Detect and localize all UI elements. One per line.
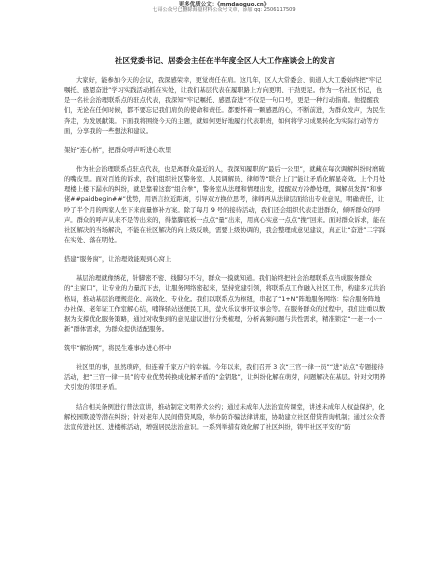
paragraph-section-3: 社区里的事，虽然琐碎，但连着千家万户的幸福。今年以来，我们召开 3 次“三官一律一员”“进”站点”专题接待活动，把“三官一律一员”的专业优势转换成化解矛盾的“金钥匙”，让纠纷化解在萌芽，问题解决在基层。针对文明养犬引发的邻里矛盾。 — [64, 364, 386, 392]
section-heading-3: 筑牢“解纷网”，将民生难事办进心怀中 — [64, 345, 172, 353]
section-heading-1: 架好“连心桥”，把群众呼声听进心坎里 — [64, 146, 172, 154]
paragraph-intro: 大家好，能参加今天的会议，我深感荣幸，更觉责任在肩。这几年，区人大常委会、街道人大工委始终把“牢记嘱托、感恩奋进”学习实践活动抓在实处，让我们基层代表在履职路上方向更明、干劲更足。作为一名社区书记，也是一名社会治理联系点的驻点代表，我深知“牢记嘱托、感恩奋进”不仅是一句口号，更是一种行动指南。他提醒我们，无论在任何时候，都不要忘记我们肩负的使命和责任。都要怀着一颗感恩的心，不断前进，为群众发声，为民生奔走，为发展献策。下面我将围绕今天的主题，就如何更好地履行代表职责，如何将学习成果转化为实际行动等方面，分享我的一些想法和建议。 — [64, 77, 386, 135]
paragraph-section-1: 作为社会治理联系点驻点代表，也是离群众最近的人，我深知履职的“最后一公里”，就藏在每次调解纠纷时磨破的嘴皮里。面对百姓的诉求，我们组织社区警务室、人民调解员、律师等“联合上门”能让矛盾化解显奇效。上个月处理楼上楼下漏水的纠纷，就是靠着这套“组合拳”，警务室从法理和情理出发，提醒双方冷静处理，调解员发挥“和事佬##paidbegin##”优势，用语言拉近距离，引导双方换位思考，律师再从法律层面给出专业意见，明确责任，让吵了半个月的两家人坐下来商量修补方案。除了每月 9 号的接待活动，我们还会组织代表走进群众，倾听群众的呼声。群众的呼声从来不是等出来的，得靠脚底板一点点“量”出来，用真心实意一点点“挽”回来。面对群众诉求，能在社区解决的当场解决，不能在社区解决的向上级反映，需要上级协调的，我会整理成意见建议，真正让“奋进”二字踩在实处、落在明处。 — [64, 165, 386, 245]
site-header-title: 更多优质公文：《mmdaoguo.cn》 — [178, 2, 270, 8]
document-title: 社区党委书记、居委会主任在半年度全区人大工作座谈会上的发言 — [114, 56, 336, 65]
section-heading-2: 搭建“服务窗”，让治理效能观到心窝上 — [64, 256, 172, 264]
document-page — [64, 56, 386, 442]
paragraph-section-3-continued: 结合相关条例进行普法宣讲，推动制定文明养犬公约；通过未成年人法治宣传课堂，讲述未成年人权益保护，化解校园欺凌等潜在纠纷；针对老年人民间借贷风险，举办防诈骗法律讲座，协助建立社区借贷咨询机制；通过公众普法宣传进社区、进楼栋活动，增强居民法治意识。一系列举措有效化解了社区纠纷，铸牢社区平安的“防 — [64, 403, 386, 431]
site-header-notice: 七哥公众号已删除海量材料公众号文章，添加 qq: 2506117509 — [152, 7, 296, 13]
paragraph-section-2: 基层治理就像绣花，针脚密不密、线脚匀不匀，群众一摸就知道。我们始终把社会治理联系点当成服务群众的“主窗口”，让专业的力量沉下去，让服务网络密起来，坚持党建引领，将联系点工作融入社区工作，构建多元共治格局，推动基层治理规范化、高效化、专业化。我们以联系点为枢纽，串起了“1+N”阵地服务网络：综合服务阵地办社保、老年证工作室解心结，哺锋驿站送便民工具，萤火乐议事开议事会等。在服务群众的过程中，我们注重以数据为支撑优化服务策略，通过对收集到的意见建议进行分类梳理，分析高频问题与共性需求，精准锁定“一老一小一新”群体需求，为群众提供适配服务。 — [64, 275, 386, 333]
